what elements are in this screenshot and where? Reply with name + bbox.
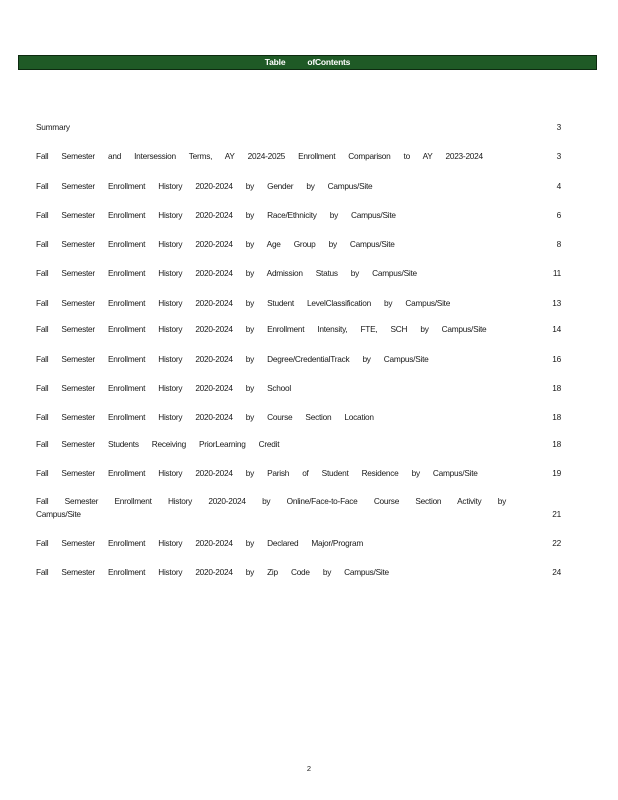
toc-entry-title: Fall Semester Enrollment History 2020-2024 by Enrollment Intensity, FTE, SCH by Campus/Site [36,324,487,334]
toc-entry-page: 21 [552,509,561,519]
toc-entry-title: Fall Semester Enrollment History 2020-2024 by Student LevelClassification by Campus/Site [36,298,451,308]
toc-entry-title: Fall Semester Enrollment History 2020-2024 by Declared Major/Program [36,538,363,548]
toc-entry-page: 6 [556,210,561,220]
toc-entry-title: Fall Semester Enrollment History 2020-2024 by Course Section Location [36,412,374,422]
toc-entry-title: Fall Semester Enrollment History 2020-2024 by Parish of Student Residence by Campus/Site [36,468,478,478]
toc-entry-title: Fall Semester Enrollment History 2020-2024 by Zip Code by Campus/Site [36,567,389,577]
toc-entry-page: 13 [552,298,561,308]
toc-entry-title: Fall Semester and Intersession Terms, AY 2024-2025 Enrollment Comparison to AY 2023-2024 [36,151,483,161]
toc-entry-page: 22 [552,538,561,548]
toc-entry-page: 3 [556,122,561,132]
toc-entry-title: Fall Semester Enrollment History 2020-2024 by Admission Status by Campus/Site [36,268,417,278]
toc-entry-title: Fall Semester Enrollment History 2020-2024 by School [36,383,291,393]
toc-entry-title: Fall Semester Students Receiving PriorLearning Credit [36,439,280,449]
toc-entry-page: 14 [552,324,561,334]
toc-entry-page: 18 [552,383,561,393]
toc-entry-page: 24 [552,567,561,577]
toc-entry-page: 8 [556,239,561,249]
toc-entry-page: 18 [552,439,561,449]
toc-entry-title: Fall Semester Enrollment History 2020-2024 by Online/Face-to-Face Course Section Activity by Campus/Site [36,496,506,519]
toc-entry-title: Fall Semester Enrollment History 2020-2024 by Degree/CredentialTrack by Campus/Site [36,354,429,364]
page-number: 2 [306,764,312,773]
toc-entry-title: Fall Semester Enrollment History 2020-2024 by Race/Ethnicity by Campus/Site [36,210,396,220]
toc-header-word-table: Table [264,57,286,67]
toc-header-word-contents: ofContents [307,57,351,67]
toc-entry-page: 3 [556,151,561,161]
toc-entry-page: 4 [556,181,561,191]
toc-entry-title: Fall Semester Enrollment History 2020-2024 by Age Group by Campus/Site [36,239,395,249]
toc-entry-page: 18 [552,412,561,422]
toc-entry-title: Fall Semester Enrollment History 2020-2024 by Gender by Campus/Site [36,181,373,191]
toc-entry-page: 19 [552,468,561,478]
toc-entry-title: Summary [36,122,70,132]
toc-entry-page: 11 [552,268,561,278]
toc-entry-page: 16 [552,354,561,364]
